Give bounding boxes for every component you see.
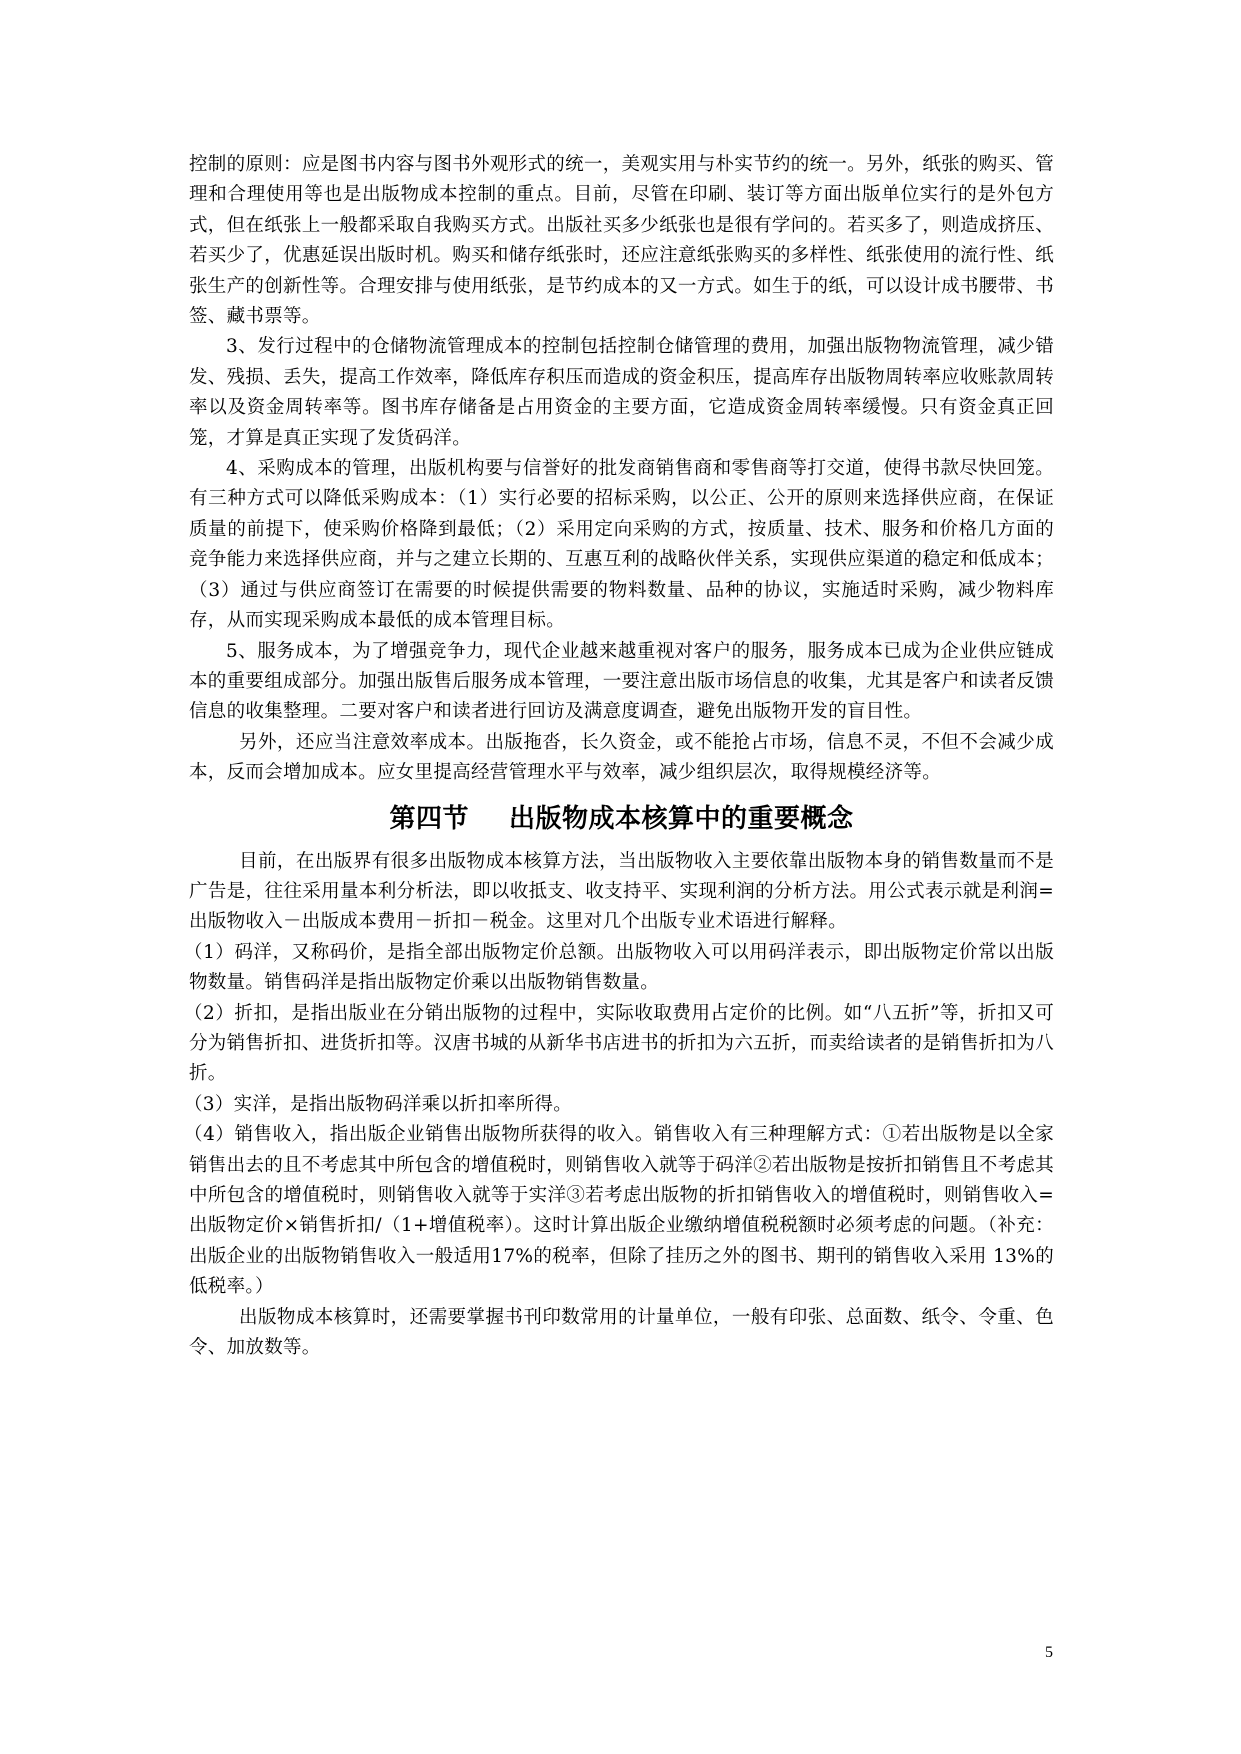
section-heading — [189, 797, 1054, 841]
paragraph-efficiency-cost: 另外，还应当注意效率成本。出版拖沓，长久资金，或不能抢占市场，信息不灵，不但不会减少成本，反而会增加成本。应女里提高经营管理水平与效率，减少组织层次，取得规模经济等。 — [189, 731, 1054, 784]
page-number: 5 — [1045, 1644, 1053, 1661]
term-item-shiyang: （3）实洋，是指出版物码洋乘以折扣率所得。 — [184, 1093, 573, 1115]
paragraph-accounting-intro: 目前，在出版界有很多出版物成本核算方法，当出版物收入主要依靠出版物本身的销售数量而不是广告是，往往采用量本利分析法，即以收抵支、收支持平、实现利润的分析方法。用公式表示就是利润=出版物收入－出版成本费用－折扣－税金。这里对几个出版专业术语进行解释。 — [189, 850, 1054, 933]
paragraph-procurement-cost: 4、采购成本的管理，出版机构要与信誉好的批发商销售商和零售商等打交道，使得书款尽快回笼。有三种方式可以降低采购成本：（1）实行必要的招标采购，以公正、公开的原则来选择供应商，在保证质量的前提下，使采购价格降到最低；（2）采用定向采购的方式，按质量、技术、服务和价格几方面的竞争能力来选择供应商，并与之建立长期的、互惠互利的战略伙伴关系，实现供应渠道的稳定和低成本；（3）通过与供应商签订在需要的时候提供需要的物料数量、品种的协议，实施适时采购，减少物料库存，从而实现采购成本最低的成本管理目标。 — [189, 458, 1054, 632]
paragraph-measurement-units: 出版物成本核算时，还需要掌握书刊印数常用的计量单位，一般有印张、总面数、纸令、令重、色令、加放数等。 — [189, 1306, 1054, 1359]
section-title: 出版物成本核算中的重要概念 — [509, 803, 854, 834]
term-item-mayang: （1）码洋，又称码价，是指全部出版物定价总额。出版物收入可以用码洋表示，即出版物定价常以出版物数量。销售码洋是指出版物定价乘以出版物销售数量。 — [184, 941, 1054, 994]
section-number: 第四节 — [389, 803, 469, 834]
term-item-discount: （2）折扣，是指出版业在分销出版物的过程中，实际收取费用占定价的比例。如“八五折”等，折扣又可分为销售折扣、进货折扣等。汉唐书城的从新华书店进书的折扣为六五折，而卖给读者的是销售折扣为八折。 — [184, 1002, 1054, 1085]
page-body — [184, 150, 1054, 1363]
paragraph-paper-control: 控制的原则：应是图书内容与图书外观形式的统一，美观实用与朴实节约的统一。另外，纸张的购买、管理和合理使用等也是出版物成本控制的重点。目前，尽管在印刷、装订等方面出版单位实行的是外包方式，但在纸张上一般都采取自我购买方式。出版社买多少纸张也是很有学问的。若买多了，则造成挤压、若买少了，优惠延误出版时机。购买和储存纸张时，还应注意纸张购买的多样性、纸张使用的流行性、纸张生产的创新性等。合理安排与使用纸张，是节约成本的又一方式。如生于的纸，可以设计成书腰带、书签、藏书票等。 — [189, 154, 1054, 328]
paragraph-warehouse-logistics: 3、发行过程中的仓储物流管理成本的控制包括控制仓储管理的费用，加强出版物物流管理，减少错发、残损、丢失，提高工作效率，降低库存积压而造成的资金积压，提高库存出版物周转率应收账款周转率以及资金周转率等。图书库存储备是占用资金的主要方面，它造成资金周转率缓慢。只有资金真正回笼，才算是真正实现了发货码洋。 — [189, 336, 1054, 449]
paragraph-service-cost: 5、服务成本，为了增强竞争力，现代企业越来越重视对客户的服务，服务成本已成为企业供应链成本的重要组成部分。加强出版售后服务成本管理，一要注意出版市场信息的收集，尤其是客户和读者反馈信息的收集整理。二要对客户和读者进行回访及满意度调查，避免出版物开发的盲目性。 — [189, 640, 1054, 723]
term-item-sales-revenue: （4）销售收入，指出版企业销售出版物所获得的收入。销售收入有三种理解方式：①若出版物是以全家销售出去的且不考虑其中所包含的增值税时，则销售收入就等于码洋②若出版物是按折扣销售且不考虑其中所包含的增值税时，则销售收入就等于实洋③若考虑出版物的折扣销售收入的增值税时，则销售收入=出版物定价×销售折扣/（1+增值税率）。这时计算出版企业缴纳增值税税额时必须考虑的问题。（补充：出版企业的出版物销售收入一般适用17%的税率，但除了挂历之外的图书、期刊的销售收入采用 13%的低税率。） — [184, 1124, 1054, 1298]
